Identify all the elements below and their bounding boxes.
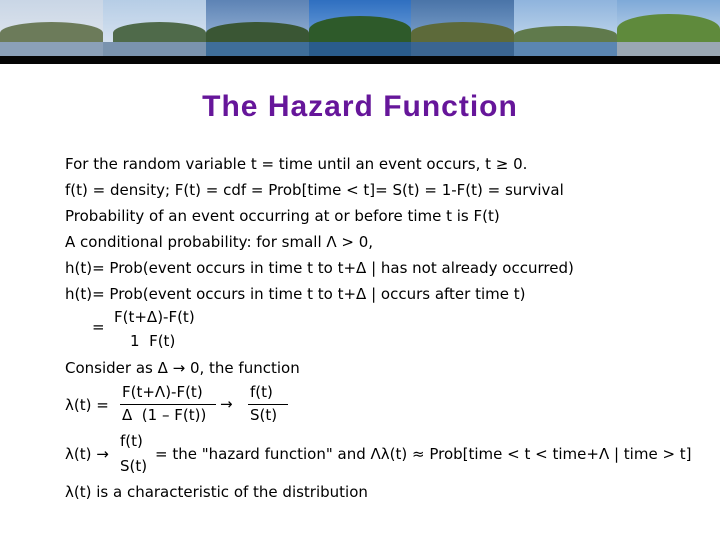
eq2-fraction-bar (120, 404, 216, 405)
banner-photo (617, 0, 720, 56)
eq3-denominator: S(t) (120, 457, 148, 475)
banner-photo (0, 0, 103, 56)
banner-photo (514, 0, 617, 56)
eq2-numerator: F(t+Λ)-F(t) (122, 383, 203, 401)
eq1-denominator: 1 F(t) (130, 332, 176, 350)
eq1-equals: = (92, 318, 105, 336)
eq2-rhs-denominator: S(t) (250, 406, 278, 424)
banner-photo (309, 0, 412, 56)
text-line-3: Probability of an event occurring at or before time t is F(t) (65, 207, 500, 225)
text-line-1: For the random variable t = time until an event occurs, t ≥ 0. (65, 155, 528, 173)
banner-photo (411, 0, 514, 56)
eq1-numerator: F(t+Δ)-F(t) (114, 308, 195, 326)
text-line-2: f(t) = density; F(t) = cdf = Prob[time < t]= S(t) = 1-F(t) = survival (65, 181, 564, 199)
text-line-6: h(t)= Prob(event occurs in time t to t+Δ | occurs after time t) (65, 285, 526, 303)
banner-photo (103, 0, 206, 56)
eq2-arrow: → (220, 395, 233, 413)
banner-photo-strip (0, 0, 720, 56)
text-line-4: A conditional probability: for small Λ > 0, (65, 233, 374, 251)
eq2-denominator: Δ (1 – F(t)) (122, 406, 207, 424)
eq2-rhs-numerator: f(t) (250, 383, 273, 401)
eq3-rest: = the "hazard function" and Λλ(t) ≈ Prob[time < t < time+Λ | time > t] (155, 445, 692, 463)
text-line-last: λ(t) is a characteristic of the distribution (65, 483, 368, 501)
banner-photo (206, 0, 309, 56)
banner-divider (0, 56, 720, 64)
eq2-rhs-fraction-bar (248, 404, 288, 405)
eq2-lhs: λ(t) = (65, 396, 109, 414)
slide-title: The Hazard Function (202, 90, 518, 123)
text-line-5: h(t)= Prob(event occurs in time t to t+Δ | has not already occurred) (65, 259, 574, 277)
eq3-numerator: f(t) (120, 432, 143, 450)
eq3-lhs: λ(t) → (65, 445, 109, 463)
consider-line: Consider as Δ → 0, the function (65, 359, 300, 377)
